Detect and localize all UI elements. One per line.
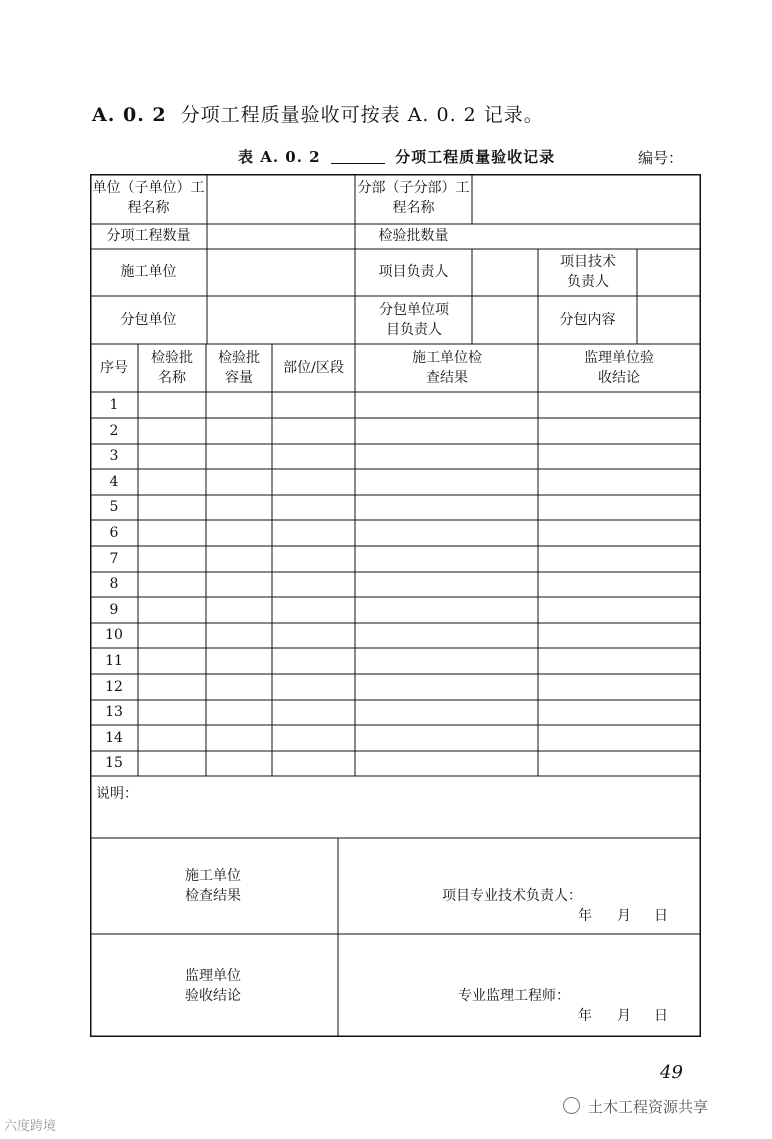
supervisor-date-day: 日: [654, 1008, 668, 1024]
supervisor-date-year: 年: [578, 1008, 592, 1024]
contractor-label: 施工单位: [120, 264, 177, 280]
tech-lead-label: 项目技术负责人: [560, 254, 616, 290]
supervisor-result-label: 监理单位验收结论: [185, 968, 241, 1004]
sub-content-label: 分包内容: [559, 312, 616, 328]
caption-blank-line: [331, 163, 385, 164]
wechat-icon: [563, 1097, 580, 1114]
section-text: 分项工程质量验收可按表 A. 0. 2 记录。: [180, 104, 544, 126]
row-number: 2: [109, 423, 119, 439]
contractor-result-label: 施工单位检查结果: [185, 868, 241, 904]
notes-label: 说明：: [96, 786, 138, 802]
table-title: 分项工程质量验收记录: [395, 148, 556, 166]
sub-project-name-label: 分部（子分部）工程名称: [357, 180, 470, 216]
contractor-date-year: 年: [578, 908, 592, 924]
sub-manager-label: 分包单位项目负责人: [379, 302, 449, 338]
row-number: 11: [105, 653, 123, 669]
subcontractor-label: 分包单位: [120, 312, 177, 328]
row-number: 4: [109, 474, 119, 490]
watermark-right-text: 土木工程资源共享: [588, 1098, 709, 1116]
supervisor-date-month: 月: [617, 1008, 631, 1024]
col-supervisor-result-header: 监理单位验收结论: [584, 350, 654, 386]
row-number: 5: [109, 499, 119, 515]
row-number: 15: [105, 755, 123, 771]
contractor-date-day: 日: [654, 908, 668, 924]
contractor-date-month: 月: [617, 908, 631, 924]
project-manager-label: 项目负责人: [378, 264, 449, 280]
row-number: 1: [109, 397, 119, 413]
row-number: 13: [105, 704, 123, 720]
batch-count-label: 检验批数量: [378, 228, 449, 244]
table-label: 表 A. 0. 2: [238, 148, 321, 166]
row-number: 3: [109, 448, 119, 464]
unit-project-name-label: 单位（子单位）工程名称: [92, 180, 205, 216]
row-number: 8: [109, 576, 119, 592]
row-number: 7: [109, 551, 119, 567]
item-count-label: 分项工程数量: [106, 228, 191, 244]
row-number: 14: [105, 730, 123, 746]
col-location-header: 部位/区段: [283, 360, 344, 376]
record-table: [90, 174, 701, 1037]
row-number: 6: [109, 525, 119, 541]
page-number: 49: [660, 1062, 683, 1083]
section-heading: [92, 100, 544, 127]
supervisor-signer-label: 专业监理工程师：: [458, 988, 570, 1004]
watermark-left: 六度跨境: [4, 1119, 57, 1134]
row-number: 10: [105, 627, 123, 643]
col-batch-capacity-header: 检验批容量: [218, 350, 260, 386]
section-number: A. 0. 2: [92, 104, 167, 126]
serial-number-label: 编号：: [638, 149, 684, 167]
col-contractor-result-header: 施工单位检查结果: [412, 350, 482, 386]
col-seq-header: 序号: [100, 360, 128, 376]
contractor-signer-label: 项目专业技术负责人：: [442, 888, 582, 904]
col-batch-name-header: 检验批名称: [151, 350, 193, 386]
watermark-right: [563, 1096, 708, 1117]
row-number: 12: [105, 679, 123, 695]
row-number: 9: [109, 602, 119, 618]
table-caption: [238, 146, 555, 167]
